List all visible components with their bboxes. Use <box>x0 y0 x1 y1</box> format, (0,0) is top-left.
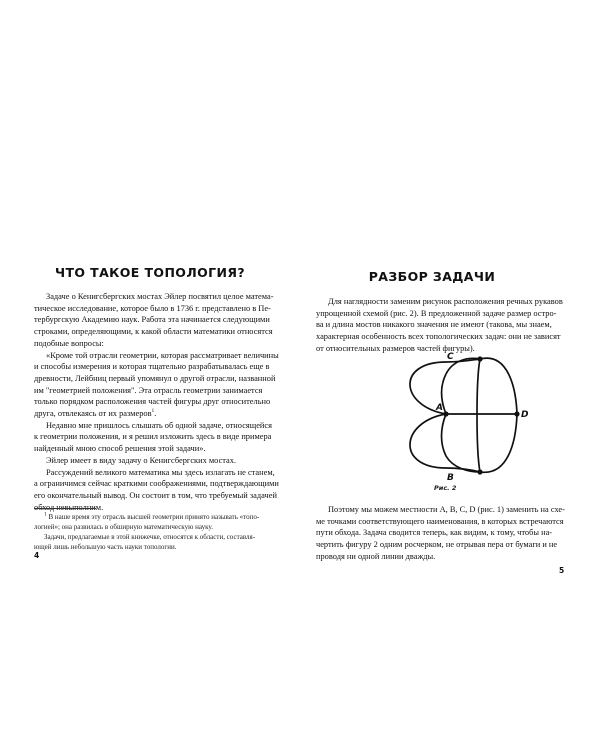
footnote <box>34 512 274 552</box>
figure-2 <box>300 0 600 750</box>
footnote-line <box>34 512 274 522</box>
text-line: и способы измерения и которая тщательно разрабатывалась еще в <box>34 362 270 372</box>
node-c <box>477 356 482 361</box>
footnote-line: ющей лишь небольшую часть науки топологии. <box>34 543 177 551</box>
footnote-divider <box>34 508 96 509</box>
page-title: ЧТО ТАКОЕ ТОПОЛОГИЯ? <box>54 265 246 280</box>
page-number: 4 <box>34 551 40 560</box>
text-line: проводя ни одной линии дважды. <box>316 551 436 561</box>
text-line: Недавно мне пришлось слышать об одной задаче, относящейся <box>46 420 272 430</box>
text-line: чертить фигуру 2 одним росчерком, не отрывая пера от бумаги и не <box>316 540 558 550</box>
text-line: древности, Лейбниц первый упомянул о другой отрасли, названной <box>34 373 276 383</box>
text-line: его окончательный вывод. Он состоит в том, что требуемый задачей <box>34 490 277 500</box>
text-line: Задаче о Кенигсбергских мостах Эйлер посвятил целое матема- <box>46 292 274 301</box>
main-text <box>34 291 279 513</box>
label-a: A <box>436 403 443 413</box>
text-line: друга, отвлекаясь от их размеров$^1$. <box>34 408 157 419</box>
page-title: РАЗБОР ЗАДАЧИ <box>368 269 496 284</box>
footnote-line: логией»; она развилась в обширную математическую науку. <box>34 523 213 531</box>
edge-a-b-inner <box>442 414 481 472</box>
text-line: им "геометрией положения". Эта отрасль геометрии занимается <box>34 385 263 395</box>
text-line: тическое исследование, которое было в 1736 г. представлено в Пе- <box>34 303 271 313</box>
right-page <box>300 0 600 750</box>
text-line: пути обхода. Задача сводится теперь, как видим, к тому, чтобы на- <box>316 528 553 538</box>
edge-a-c-outer <box>410 359 480 414</box>
node-a <box>443 411 448 416</box>
text-line: ва и длина мостов никакого значения не имеют (такова, мы знаем, <box>316 320 552 330</box>
paragraph <box>34 291 274 350</box>
text-line: «Кроме той отрасли геометрии, которая рассматривает величины <box>46 350 279 360</box>
footnote-ref: 1 <box>151 408 155 415</box>
edge-c-b <box>477 359 480 472</box>
text-line: к геометрии положения, и я решил изложить здесь в виде примера <box>34 432 272 442</box>
text-line: а ограничимся сейчас краткими соображениями, подтверждающими <box>34 479 279 489</box>
text-line-part: друга, отвлекаясь от их размеров <box>34 409 152 419</box>
paragraph <box>34 467 279 514</box>
paragraph <box>34 420 274 455</box>
label-c: C <box>447 352 454 362</box>
edge-a-b-outer <box>410 414 480 472</box>
paragraph <box>34 455 274 467</box>
text-line: ме точками соответствующего наименования, в которых встречаются <box>316 516 564 526</box>
footnote-text: В наше время эту отрасль высшей геометрии принято называть «топо- <box>48 513 260 521</box>
text-line: найденный мною способ решения этой задачи». <box>34 444 206 454</box>
text-line: характерная особенность всех топологических задач: они не зависят <box>316 332 561 342</box>
graph-edges <box>410 358 517 472</box>
text-line: подобные вопросы: <box>34 338 104 348</box>
text-line: обход невыполним. <box>34 502 104 512</box>
page-number: 5 <box>559 566 565 575</box>
text-line: Эйлер имеет в виду задачу о Кенигсбергских мостах. <box>46 455 237 465</box>
footnote-line: Задачи, предлагаемые в этой книжечке, относятся к области, составля- <box>44 533 256 541</box>
text-line: строками, определяющими, к какой области математики относятся <box>34 327 273 337</box>
text-line: только порядком расположения частей фигуры друг относительно <box>34 397 271 407</box>
text-line: от относительных размеров частей фигуры). <box>316 343 475 353</box>
text-line: тербургскую Академию наук. Работа эта начинается следующими <box>34 315 270 325</box>
label-d: D <box>521 410 529 420</box>
text-line: Для наглядности заменим рисунок расположения речных рукавов <box>328 297 563 306</box>
footnote-marker: 1 <box>44 511 47 518</box>
text-line: Поэтому мы можем местности A, B, C, D (рис. 1) заменить на схе- <box>328 505 565 514</box>
node-b <box>477 469 482 474</box>
after-figure-text <box>316 504 566 563</box>
node-d <box>514 411 519 416</box>
figure-caption: Рис. 2 <box>434 484 457 492</box>
text-line: упрощенной схемой (рис. 2). В предложенной задаче размер остро- <box>316 308 557 318</box>
text-line: Рассуждений великого математика мы здесь излагать не станем, <box>46 467 275 477</box>
edge-c-d-b <box>480 358 517 472</box>
label-b: B <box>447 473 454 483</box>
quote-paragraph <box>34 350 279 420</box>
